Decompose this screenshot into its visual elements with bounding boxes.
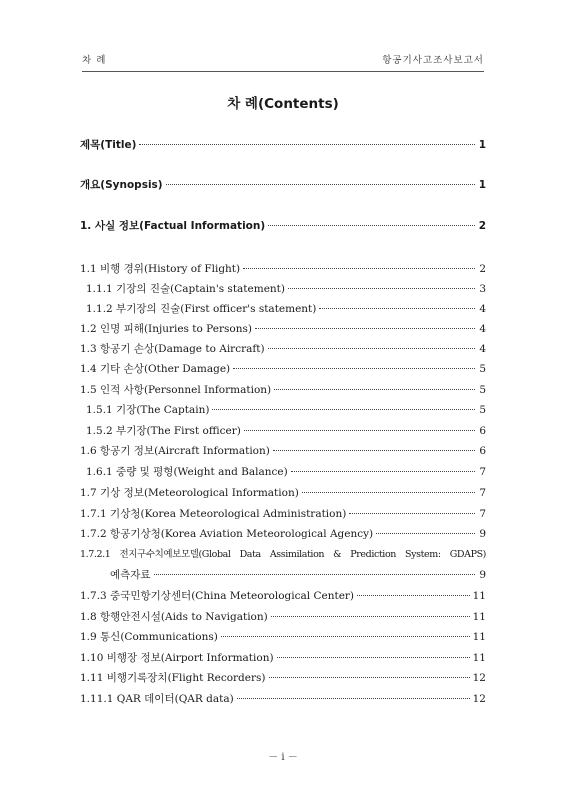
header-section-label: 차 례 <box>82 55 107 66</box>
toc-entry-page: 5 <box>479 363 486 375</box>
dot-leader <box>357 595 470 596</box>
toc-entry[interactable] <box>80 651 486 665</box>
dot-leader <box>273 450 475 451</box>
dot-leader <box>288 288 475 289</box>
toc-entry-label: 1.7 기상 정보(Meteorological Information) <box>80 487 299 499</box>
dot-leader <box>271 616 470 617</box>
toc-entry-label: 1.7.2.1 전지구수치예보모델(Global Data Assimilation & Prediction System: GDAPS) <box>80 549 486 560</box>
toc-entry-page: 11 <box>472 611 486 623</box>
toc-entry-label: 1.7.2 항공기상청(Korea Aviation Meteorological Agency) <box>80 528 374 540</box>
toc-entry-label: 1.5.1 기장(The Captain) <box>86 404 210 416</box>
toc-entry-page: 6 <box>479 425 486 437</box>
toc-entry[interactable] <box>80 589 486 603</box>
toc-entry[interactable] <box>80 507 486 521</box>
toc-entry-page: 11 <box>472 590 486 602</box>
dot-leader <box>269 677 470 678</box>
dot-leader <box>291 471 475 472</box>
toc-entry-label: 1.8 항행안전시설(Aids to Navigation) <box>80 611 268 623</box>
toc-entry-page: 9 <box>479 528 486 540</box>
toc-entry[interactable] <box>80 692 486 706</box>
toc-entry[interactable] <box>80 610 486 624</box>
toc-entry[interactable] <box>80 630 486 644</box>
toc-major-entry[interactable] <box>80 138 486 152</box>
dot-leader <box>349 513 475 514</box>
toc-entry[interactable] <box>80 322 486 336</box>
dot-leader <box>244 430 475 431</box>
toc-entry-wrapped-line[interactable] <box>80 548 486 562</box>
toc-entry-page: 4 <box>479 323 486 335</box>
toc-entry[interactable] <box>86 465 486 479</box>
toc-entry-label: 1.6.1 중량 및 평형(Weight and Balance) <box>86 466 288 478</box>
toc-entry[interactable] <box>86 282 486 296</box>
toc-entry[interactable] <box>80 444 486 458</box>
dot-leader <box>277 657 470 658</box>
dot-leader <box>221 636 470 637</box>
toc-entry-page: 2 <box>479 263 486 275</box>
header-rule <box>82 71 484 72</box>
toc-entry-label: 1.11 비행기록장치(Flight Recorders) <box>80 672 266 684</box>
dot-leader <box>243 268 475 269</box>
toc-entry-label: 제목(Title) <box>80 139 137 151</box>
dot-leader <box>302 492 475 493</box>
toc-major-entry[interactable] <box>80 219 486 233</box>
toc-entry-label: 1.2 인명 피해(Injuries to Persons) <box>80 323 252 335</box>
toc-entry[interactable] <box>80 262 486 276</box>
toc-entry-label: 1.7.3 중국민항기상센터(China Meteorological Center) <box>80 590 355 602</box>
toc-entry-page: 3 <box>479 283 486 295</box>
toc-entry-label: 1.9 통신(Communications) <box>80 631 218 643</box>
toc-entry[interactable] <box>80 362 486 376</box>
dot-leader <box>255 328 475 329</box>
toc-entry-page: 7 <box>479 508 486 520</box>
toc-entry[interactable] <box>80 671 486 685</box>
toc-entry-label: 1.1.1 기장의 진술(Captain's statement) <box>86 283 285 295</box>
toc-entry-label: 1.1 비행 경위(History of Flight) <box>80 263 241 275</box>
toc-entry-page: 5 <box>479 384 486 396</box>
toc-entry-label: 1.11.1 QAR 데이터(QAR data) <box>80 693 234 705</box>
toc-entry-label: 1.1.2 부기장의 진술(First officer's statement) <box>86 303 317 315</box>
page-number: － i － <box>268 752 298 763</box>
dot-leader <box>274 389 475 390</box>
toc-entry-page: 9 <box>479 569 486 581</box>
toc-entry-label-continued: 예측자료 <box>110 569 151 581</box>
toc-entry-page: 4 <box>479 303 486 315</box>
toc-entry-label: 1.4 기타 손상(Other Damage) <box>80 363 231 375</box>
toc-major-entry[interactable] <box>80 178 486 192</box>
toc-entry-label: 1.10 비행장 정보(Airport Information) <box>80 652 274 664</box>
dot-leader <box>268 225 475 226</box>
toc-entry-label: 1. 사실 정보(Factual Information) <box>80 220 266 232</box>
toc-entry-label: 1.7.1 기상청(Korea Meteorological Administration) <box>80 508 347 520</box>
toc-entry[interactable] <box>80 342 486 356</box>
toc-entry-label: 1.5.2 부기장(The First officer) <box>86 425 241 437</box>
dot-leader <box>166 184 475 185</box>
toc-entry-page: 1 <box>478 139 486 151</box>
toc-entry[interactable] <box>80 486 486 500</box>
dot-leader <box>154 574 475 575</box>
toc-entry-page: 1 <box>478 179 486 191</box>
toc-entry-page: 4 <box>479 343 486 355</box>
toc-entry[interactable] <box>86 403 486 417</box>
toc-entry-label: 개요(Synopsis) <box>80 179 163 191</box>
toc-entry-page: 5 <box>479 404 486 416</box>
toc-entry-page: 2 <box>478 220 486 232</box>
running-header <box>82 52 484 66</box>
dot-leader <box>268 348 475 349</box>
toc-entry[interactable] <box>86 302 486 316</box>
toc-entry-page: 11 <box>472 652 486 664</box>
toc-entry-page: 12 <box>472 672 486 684</box>
toc-entry[interactable] <box>80 527 486 541</box>
toc-entry-page: 7 <box>479 487 486 499</box>
toc-entry[interactable] <box>86 424 486 438</box>
toc-entry[interactable] <box>80 383 486 397</box>
dot-leader <box>319 308 475 309</box>
header-report-title: 항공기사고조사보고서 <box>382 55 484 66</box>
toc-entry-page: 11 <box>472 631 486 643</box>
dot-leader <box>212 409 475 410</box>
toc-entry-page: 6 <box>479 445 486 457</box>
dot-leader <box>233 368 475 369</box>
toc-entry-page: 7 <box>479 466 486 478</box>
toc-entry-label: 1.6 항공기 정보(Aircraft Information) <box>80 445 270 457</box>
toc-entry-label: 1.5 인적 사항(Personnel Information) <box>80 384 272 396</box>
toc-entry-page: 12 <box>472 693 486 705</box>
dot-leader <box>376 533 475 534</box>
dot-leader <box>139 144 475 145</box>
toc-entry-label: 1.3 항공기 손상(Damage to Aircraft) <box>80 343 265 355</box>
dot-leader <box>237 698 470 699</box>
toc-entry[interactable] <box>110 568 486 582</box>
toc-title: 차 례(Contents) <box>227 96 339 112</box>
